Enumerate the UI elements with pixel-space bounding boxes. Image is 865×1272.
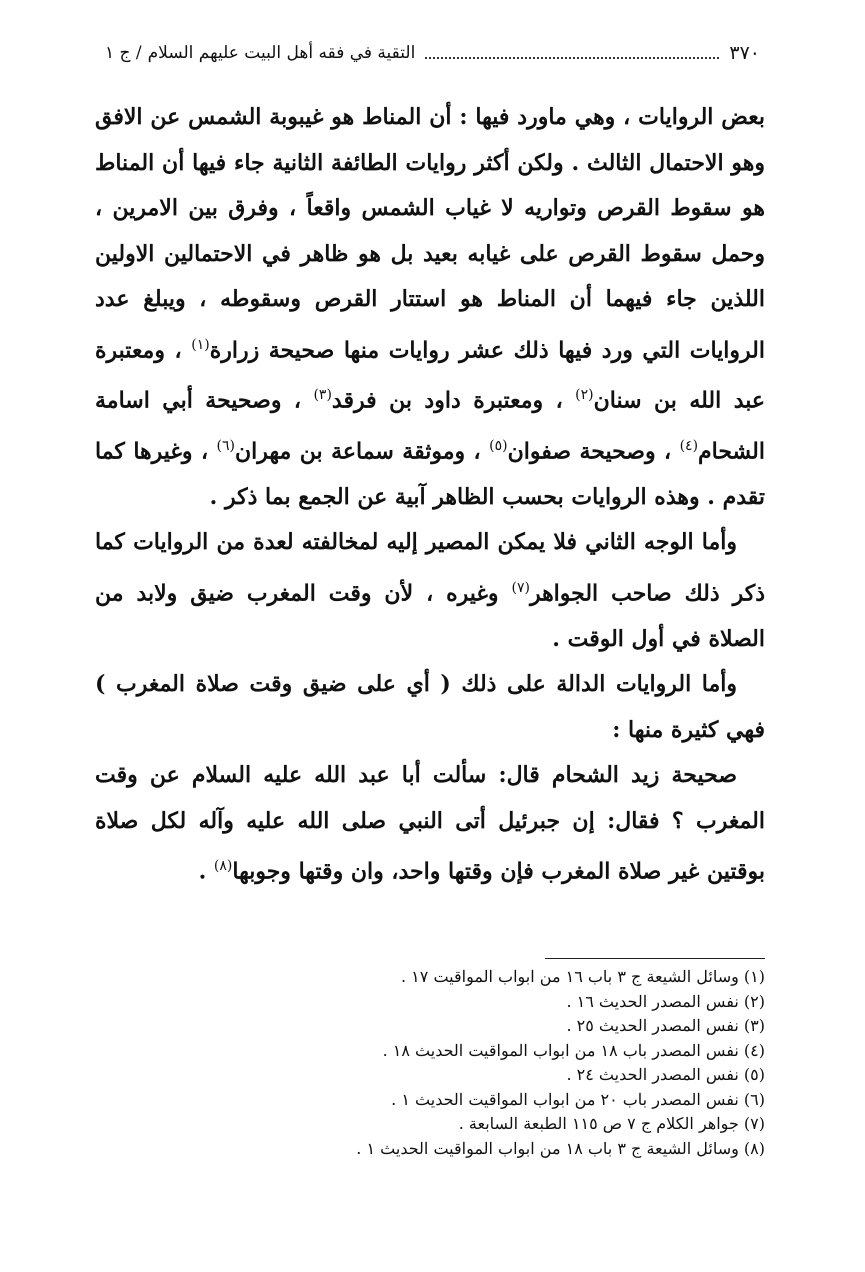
footnote-item: (١) وسائل الشيعة ج ٣ باب ١٦ من ابواب المواقيت ١٧ . — [401, 967, 765, 986]
paragraph-text: صحيحة زيد الشحام قال: سألت أبا عبد الله عليه السلام عن وقت المغرب ؟ فقال: إن جبرئيل أتى النبي صلى الله عليه وآله لكل صلاة بوقتين غير صلاة المغرب فإن وقتها واحد، وان وقتها وجوبها — [95, 762, 765, 885]
footnote-marker: (٣) — [313, 387, 332, 404]
page-number: ٣٧٠ — [729, 42, 760, 64]
footnote-marker: (٨) — [213, 858, 233, 875]
paragraph-text: ، وغيرها كما تقدم . وهذه الروايات بحسب الظاهر آبية عن الجمع بما ذكر . — [95, 438, 765, 510]
footnote-item: (٦) نفس المصدر باب ٢٠ من ابواب المواقيت الحديث ١ . — [391, 1089, 765, 1109]
footnote-item: (٤) نفس المصدر باب ١٨ من ابواب المواقيت الحديث ١٨ . — [382, 1040, 765, 1060]
footnotes — [165, 965, 765, 1161]
footnote-item: (٥) نفس المصدر الحديث ٢٤ . — [566, 1065, 765, 1084]
footnote-marker: (٤) — [679, 438, 699, 455]
footnote-item: (٧) جواهر الكلام ج ٧ ص ١١٥ الطبعة السابعة . — [458, 1114, 765, 1133]
footnote-marker: (٦) — [216, 438, 235, 455]
paragraph-text: بعض الروايات ، وهي ماورد فيها : أن المناط هو غيبوبة الشمس عن الافق وهو الاحتمال الثالث . ولكن أكثر روايات الطائفة الثانية جاء فيها أن المناط هو سقوط القرص وتواريه لا غياب الشمس واقعاً ، وفرق بين الامرين ، وحمل سقوط القرص على غيابه بعيد بل هو ظاهر في الاحتمالين الاولين اللذين جاء فيهما أن المناط هو استتار القرص وسقوطه ، ويبلغ عدد الروايات التي ورد فيها ذلك عشر روايات منها صحيحة زرارة — [95, 104, 766, 363]
paragraph-text: وأما الروايات الدالة على ذلك ( أي على ضيق وقت صلاة المغرب ) فهي كثيرة منها : — [95, 671, 765, 743]
header-dot-leader — [425, 47, 719, 59]
main-text — [95, 95, 765, 895]
paragraph-text: ، ومعتبرة داود بن فرقد — [331, 387, 576, 414]
paragraph — [95, 662, 765, 753]
book-title: التقية في فقه أهل البيت عليهم السلام — [147, 43, 416, 63]
footnote-list — [165, 965, 765, 1161]
footnote-marker: (١) — [191, 336, 210, 353]
paragraph — [95, 520, 765, 662]
footnote-item: (٨) وسائل الشيعة ج ٣ باب ١٨ من ابواب المواقيت الحديث ١ . — [356, 1138, 765, 1158]
paragraph-text: . — [198, 858, 214, 885]
footnote-marker: (٥) — [489, 438, 508, 455]
paragraph-text: وغيره ، لأن وقت المغرب ضيق ولابد من الصلاة في أول الوقت . — [95, 580, 765, 652]
paragraph-text: وأما الوجه الثاني فلا يمكن المصير إليه لمخالفته لعدة من الروايات كما ذكر ذلك صاحب الجواهر — [95, 529, 765, 607]
footnote-marker: (٧) — [511, 579, 530, 596]
paragraph-text: ، وصحيحة أبي اسامة الشحام — [95, 387, 765, 465]
footnote-item: (٣) نفس المصدر الحديث ٢٥ . — [566, 1016, 765, 1035]
paragraph-text: ، ومعتبرة عبد الله بن سنان — [95, 336, 766, 414]
paragraph-text: ، وموثقة سماعة بن مهران — [235, 438, 490, 465]
footnote-item: (٢) نفس المصدر الحديث ١٦ . — [566, 991, 765, 1011]
footnote-divider — [545, 958, 765, 959]
paragraph — [95, 753, 765, 895]
paragraph-text: ، وصحيحة صفوان — [507, 438, 680, 465]
running-header — [105, 38, 760, 68]
paragraph — [95, 95, 765, 520]
footnote-marker: (٢) — [575, 387, 594, 404]
running-title — [105, 43, 415, 63]
volume-label: / ج ١ — [105, 43, 142, 63]
